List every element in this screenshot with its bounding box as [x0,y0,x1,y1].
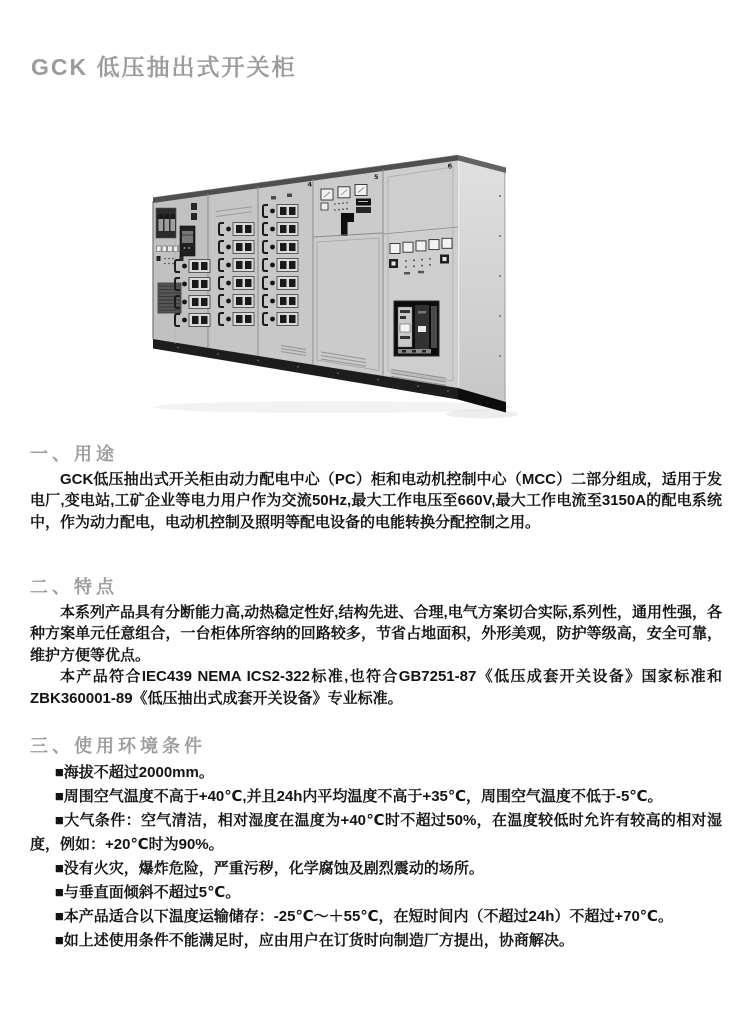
page-title: GCK 低压抽出式开关柜 [31,54,297,80]
bullet-item: ■本产品适合以下温度运输储存：-25℃～＋55℃，在短时间内（不超过24h）不超过+70℃。 [54,908,673,925]
bullet-item: ■没有火灾，爆炸危险，严重污秽，化学腐蚀及剧烈震动的场所。 [54,860,484,877]
bay-number-label: 6 [447,162,453,171]
bullet-item: ■如上述使用条件不能满足时，应由用户在订货时向制造厂方提出，协商解决。 [54,932,574,949]
switchgear-cabinet-illustration [138,148,518,433]
section-heading: 二、特点 [30,577,118,597]
bullet-item: ■大气条件：空气清洁，相对湿度在温度为+40℃时不超过50%，在温度较低时允许有较高的相对湿度，例如：+20℃时为90%。 [30,812,722,853]
section-usage [30,442,722,533]
indicator-lamps [157,246,184,252]
section-features [30,575,722,709]
bay-number-label: 4 [307,180,313,189]
section-body [30,469,722,533]
section-heading: 三、使用环境条件 [30,736,206,756]
bullet-item: ■周围空气温度不高于+40℃,并且24h内平均温度不高于+35℃，周围空气温度不低于-5℃。 [54,788,663,805]
bay-number-label: 5 [374,173,379,181]
section-body [30,602,722,709]
paragraph: 本产品符合IEC439 NEMA ICS2-322标准,也符合GB7251-87《低压成套开关设备》国家标准和ZBK360001-89《低压抽出式成套开关设备》专业标准。 [30,668,722,707]
bullet-item: ■与垂直面倾斜不超过5℃。 [54,884,241,901]
section-heading: 一、用途 [30,444,118,464]
bullet-item: ■海拔不超过2000mm。 [54,764,214,781]
paragraph: GCK低压抽出式开关柜由动力配电中心（PC）柜和电动机控制中心（MCC）二部分组成，适用于发电厂,变电站,工矿企业等电力用户作为交流50Hz,最大工作电压至660V,最大工作电流至3150A的配电系统中，作为动力配电，电动机控制及照明等配电设备的电能转换分配控制之用。 [30,471,722,531]
cabinet-side [458,159,506,402]
section-body [30,761,722,953]
product-photo [138,148,518,433]
section-environment [30,734,722,953]
panel-meter [180,226,195,256]
acb-unit [394,301,439,356]
paragraph: 本系列产品具有分断能力高,动热稳定性好,结构先进、合理,电气方案切合实际,系列性，通用性强，各种方案单元任意组合，一台柜体所容纳的回路较多，节省占地面积，外形美观，防护等级高，安全可靠，维护方便等优点。 [30,604,722,664]
